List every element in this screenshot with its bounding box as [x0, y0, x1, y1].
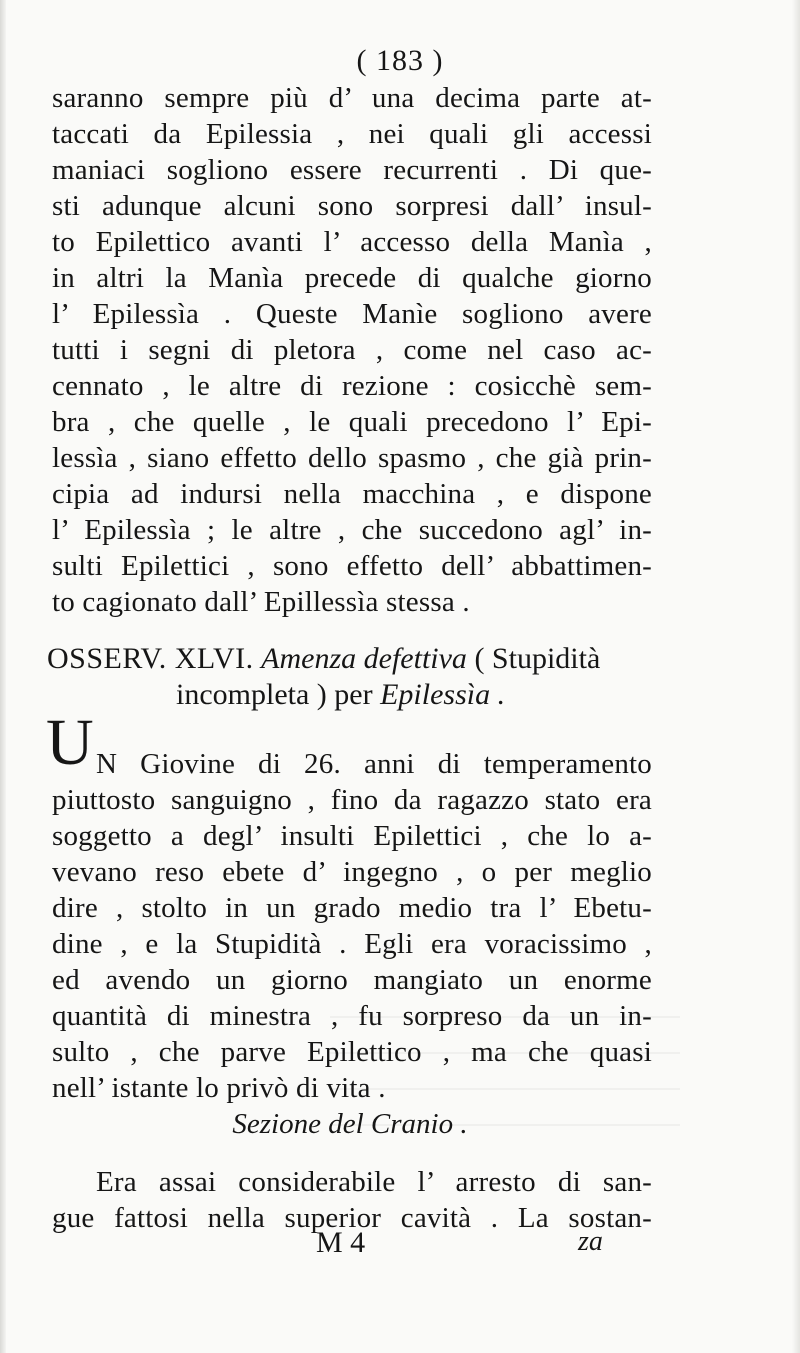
observation-title-paren: ( Stupidità	[474, 642, 601, 675]
text-line: in altri la Manìa precede di qualche giorno	[52, 262, 652, 294]
text-line: maniaci sogliono essere recurrenti . Di que-	[52, 154, 652, 186]
text-line: ed avendo un giorno mangiato un enorme	[52, 964, 652, 996]
observation-heading-line-1	[47, 640, 657, 678]
text-line: dine , e la Stupidità . Egli era voracissimo ,	[52, 928, 652, 960]
text-line: Era assai considerabile l’ arresto di san-	[96, 1166, 652, 1198]
text-line: bra , che quelle , le quali precedono l’ Epi-	[52, 406, 652, 438]
text-line: sulto , che parve Epilettico , ma che quasi	[52, 1036, 652, 1068]
text-line: to cagionato dall’ Epillessìa stessa .	[52, 586, 470, 618]
text-line: quantità di minestra , fu sorpreso da un in-	[52, 1000, 652, 1032]
text-line: piuttosto sanguigno , fino da ragazzo stato era	[52, 784, 652, 816]
observation-title-cont: incompleta ) per	[176, 678, 373, 711]
catchword: za	[578, 1226, 603, 1257]
signature-mark: M 4	[316, 1226, 366, 1259]
text-line: tutti i segni di pletora , come nel caso ac-	[52, 334, 652, 366]
observation-heading-line-2	[176, 676, 505, 714]
observation-title: Amenza defettiva	[261, 642, 467, 675]
text-line: cipia ad indursi nella macchina , e dispone	[52, 478, 652, 510]
text-line: l’ Epilessìa ; le altre , che succedono agl’ in-	[52, 514, 652, 546]
page-number: ( 183 )	[356, 44, 444, 77]
text-line: sulti Epilettici , sono effetto dell’ abbattimen-	[52, 550, 652, 582]
text-line: vevano reso ebete d’ ingegno , o per meglio	[52, 856, 652, 888]
text-line: nell’ istante lo privò di vita .	[52, 1072, 386, 1104]
section-subheading: Sezione del Cranio .	[232, 1108, 468, 1140]
text-line: dire , stolto in un grado medio tra l’ Ebetu-	[52, 892, 652, 924]
text-line: soggetto a degl’ insulti Epilettici , che lo a-	[52, 820, 652, 852]
text-line: to Epilettico avanti l’ accesso della Manìa ,	[52, 226, 652, 258]
page-right-edge	[792, 0, 800, 1353]
text-line: gue fattosi nella superior cavità . La sostan-	[52, 1202, 652, 1234]
text-line: sti adunque alcuni sono sorpresi dall’ insul-	[52, 190, 652, 222]
text-line: lessìa , siano effetto dello spasmo , che già prin-	[52, 442, 652, 474]
observation-title-cont-italic: Epilessìa .	[380, 678, 506, 711]
text-line: N Giovine di 26. anni di temperamento	[96, 748, 652, 780]
observation-label: OSSERV. XLVI.	[47, 642, 254, 675]
text-line: cennato , le altre di rezione : cosicchè sem-	[52, 370, 652, 402]
text-line: saranno sempre più d’ una decima parte at-	[52, 82, 652, 114]
text-line: taccati da Epilessia , nei quali gli accessi	[52, 118, 652, 150]
page-left-edge	[0, 0, 6, 1353]
text-line: l’ Epilessìa . Queste Manìe sogliono avere	[52, 298, 652, 330]
drop-cap: U	[46, 706, 94, 779]
